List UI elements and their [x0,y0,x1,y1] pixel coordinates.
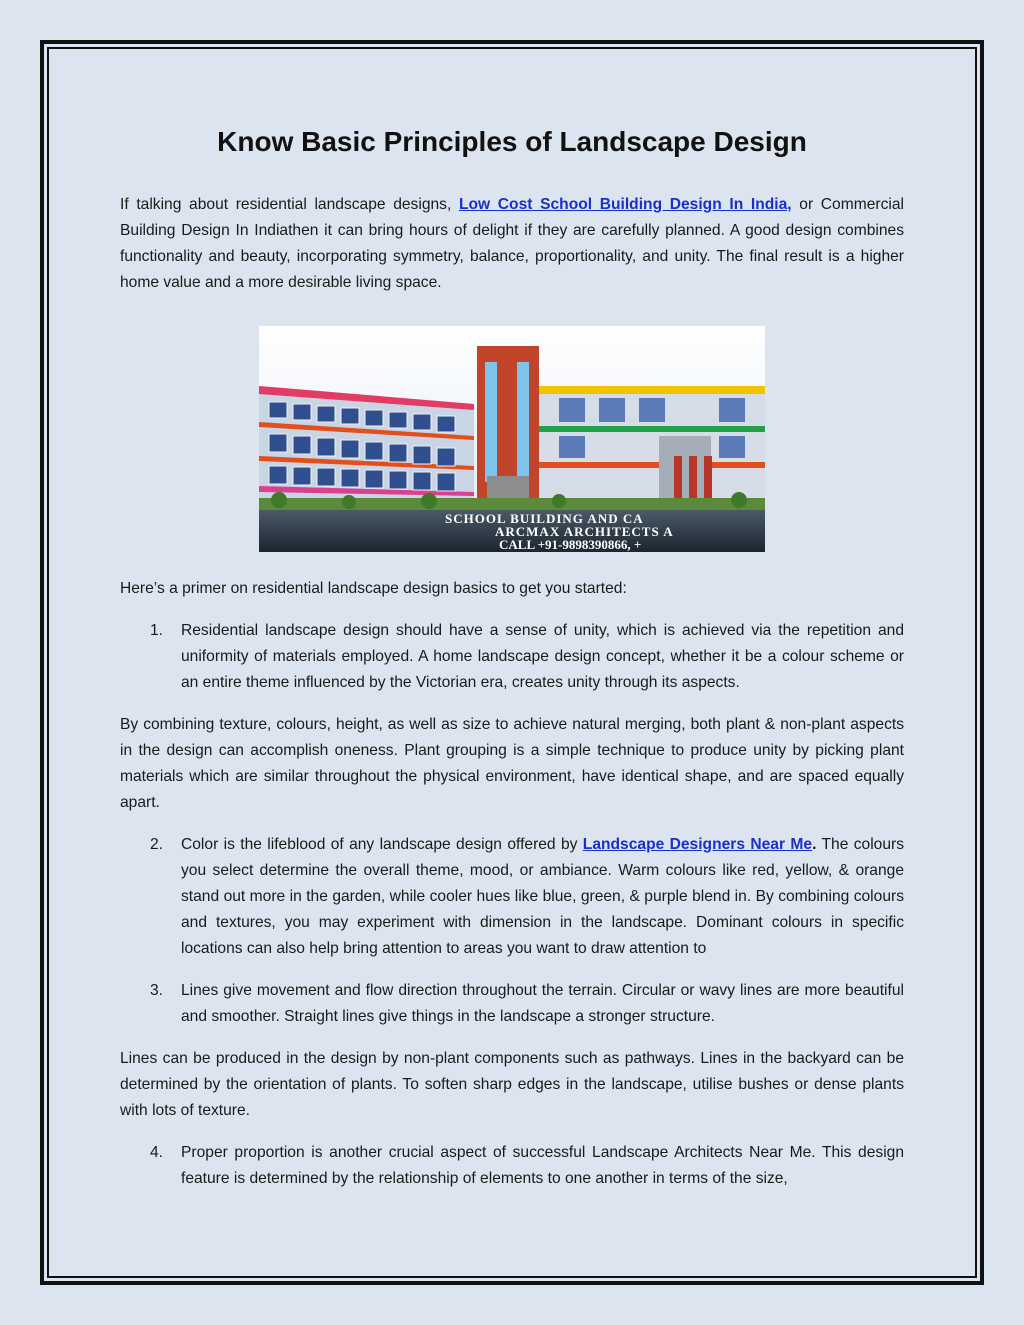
list-number: 4. [150,1144,164,1161]
document-body [120,118,904,1208]
list-number: 3. [150,982,164,999]
school-building-image [259,326,765,552]
image-caption-line1: SCHOOL BUILDING AND CA [445,511,644,526]
image-caption-line2: ARCMAX ARCHITECTS A [495,524,674,539]
document-title: Know Basic Principles of Landscape Design [217,126,807,157]
unity-paragraph: By combining texture, colours, height, as well as size to achieve natural merging, both plant & non-plant aspects in the design can accomplish oneness. Plant grouping is a simple technique to produce unity by picking plant materials which are similar throughout the physical environment, have identical shape, and are spaced equally apart. [120,716,904,811]
list-item [120,618,904,696]
primer-paragraph: Here’s a primer on residential landscape design basics to get you started: [120,580,627,597]
list-item [120,978,904,1030]
landscape-designers-link[interactable]: Landscape Designers Near Me [582,836,813,853]
list-item-text: Lines give movement and flow direction throughout the terrain. Circular or wavy lines are more beautiful and smoother. Straight lines give things in the landscape a stronger structure. [181,982,904,1025]
image-caption-line3: CALL +91-9898390866, + [499,537,642,552]
list-item-text-before: Color is the lifeblood of any landscape design offered by [181,836,583,853]
list-items-2-3 [120,832,904,1030]
list-item [120,832,904,962]
lines-paragraph: Lines can be produced in the design by non-plant components such as pathways. Lines in the backyard can be determined by the orientation of plants. To soften sharp edges in the landscape, utilise bushes or dense plants with lots of texture. [120,1050,904,1119]
intro-text-after: or Commercial Building Design In Indiathen it can bring hours of delight if they are carefully planned. A good design combines functionality and beauty, incorporating symmetry, balance, proportionality, and unity. The final result is a higher home value and a more desirable living space. [120,196,904,291]
list-item-4 [120,1140,904,1192]
list-item-text: Residential landscape design should have a sense of unity, which is achieved via the repetition and uniformity of materials employed. A home landscape design concept, whether it be a colour scheme or an entire theme influenced by the Victorian era, creates unity through its aspects. [181,622,904,691]
list-number: 2. [150,836,164,853]
list-item [120,1140,904,1192]
intro-text-before: If talking about residential landscape designs, [120,196,459,213]
list-item-text-after: The colours you select determine the overall theme, mood, or ambiance. Warm colours like red, yellow, & orange stand out more in the garden, while cooler hues like blue, green, & purple blend in. By combining colours and textures, you may experiment with dimension in the landscape. Dominant colours in specific locations can also help bring attention to areas you want to draw attention to [181,836,904,957]
list-item-text: Proper proportion is another crucial aspect of successful Landscape Architects Near Me. This design feature is determined by the relationship of elements to one another in terms of the size, [181,1144,904,1187]
list-item-1 [120,618,904,696]
school-building-design-link[interactable]: Low Cost School Building Design In India, [458,196,792,213]
link-period: . [812,836,817,853]
intro-paragraph [120,192,904,296]
list-number: 1. [150,622,164,639]
